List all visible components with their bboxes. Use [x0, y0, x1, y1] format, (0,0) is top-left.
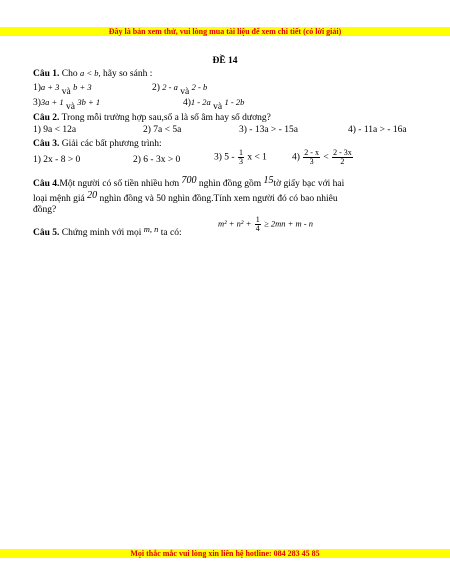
q2-item-4: 4) - 11a > - 16a — [348, 125, 407, 135]
q3-prompt: Câu 3. Giải các bất phương trình: — [33, 139, 162, 149]
q1-condition: a < b, — [80, 68, 101, 78]
q2-item-1: 1) 9a < 12a — [33, 125, 77, 135]
q3-item-2: 2) 6 - 3x > 0 — [133, 155, 181, 165]
q1-item-3: 3)3a + 1 và 3b + 1 — [33, 97, 101, 112]
q3-item-1: 1) 2x - 8 > 0 — [33, 155, 81, 165]
q1-prompt: Câu 1. Cho a < b, hãy so sánh : — [33, 68, 153, 79]
q3-label: Câu 3. — [33, 139, 60, 149]
q2-item-2: 2) 7a < 5a — [143, 125, 182, 135]
q5-formula: m² + n² + $\frac{1}{4}$ ≥ 2mn + m - n — [218, 215, 313, 233]
q3-item-3: 3) 5 - $\frac{1}{3}$ x < 1 — [214, 148, 267, 166]
q1-item-2: 2) 2 - a và 2 - b — [152, 82, 208, 97]
preview-banner: Đây là bản xem thử, vui lòng mua tài liệu để xem chi tiết (có lời giải) — [0, 27, 450, 36]
exam-title: ĐỀ 14 — [212, 56, 238, 66]
q5-prompt: Câu 5. Chứng minh với mọi m, n ta có: — [33, 224, 182, 238]
hotline-banner: Mọi thắc mắc vui lòng xin liên hệ hotline: 084 283 45 85 — [0, 549, 450, 558]
q2-prompt: Câu 2. Trong mỗi trường hợp sau,số a là số âm hay số dương? — [33, 113, 271, 123]
q4-label: Câu 4. — [33, 179, 60, 189]
q4-line-1: Câu 4.Một người có số tiền nhiều hơn 700 nghìn đồng gồm 15tờ giấy bạc với hai — [33, 175, 345, 189]
q5-label: Câu 5. — [33, 228, 60, 238]
q2-label: Câu 2. — [33, 113, 60, 123]
q4-line-2: loại mệnh giá 20 nghìn đồng và 50 nghìn đồng.Tính xem người đó có bao nhiêu — [33, 190, 338, 204]
q2-item-3: 3) - 13a > - 15a — [239, 125, 298, 135]
q4-line-3: đồng? — [33, 205, 57, 215]
q1-item-4: 4)1 - 2a và 1 - 2b — [183, 97, 245, 112]
q1-label: Câu 1. — [33, 69, 60, 79]
q1-item-1: 1)a + 3 và b + 3 — [33, 82, 92, 97]
q3-item-4: 4) $\frac{2 - x}{3}$ < $\frac{2 - 3x}{2}$ — [292, 148, 352, 166]
